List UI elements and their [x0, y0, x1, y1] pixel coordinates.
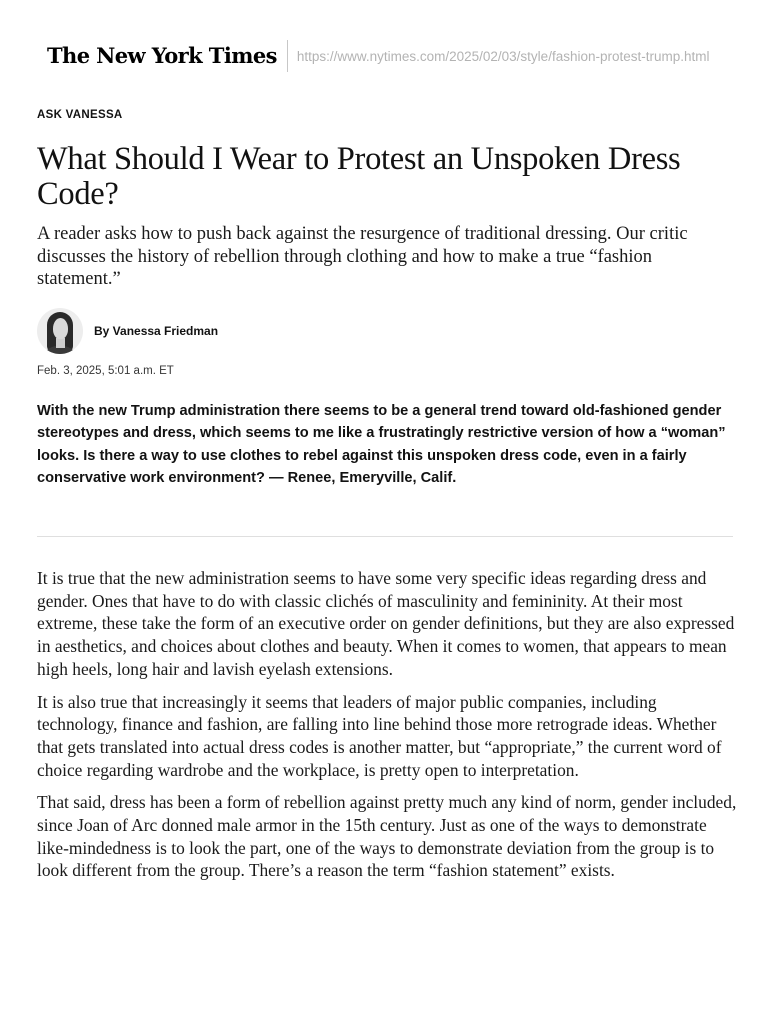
- article-headline: What Should I Wear to Protest an Unspoken Dress Code?: [37, 141, 681, 212]
- byline: [37, 308, 218, 354]
- reader-question: With the new Trump administration there seems to be a general trend toward old-fashioned gender stereotypes and dress, which seems to me like a frustratingly restrictive version of how a “woman” looks. Is there a way to use clothes to rebel against this unspoken dress code, even in a fairly conservative work environment? — Renee, Emeryville, Calif.: [37, 403, 726, 486]
- publish-date: Feb. 3, 2025, 5:01 a.m. ET: [37, 365, 174, 377]
- body-paragraph: That said, dress has been a form of rebellion against pretty much any kind of norm, gender included, since Joan of Arc donned male armor in the 15th century. Just as one of the ways to demonstrate like-mindedness is to look the part, one of the ways to demonstrate deviation from the group is to look different from the group. There’s a reason the term “fashion statement” exists.: [37, 792, 737, 881]
- body-paragraph: It is also true that increasingly it seems that leaders of major public companies, including technology, finance and fashion, are falling into line behind those more retrograde ideas. Whether that gets translated into actual dress codes is another matter, but “appropriate,” the current word of choice regarding wardrobe and the workplace, is pretty open to interpretation.: [37, 691, 722, 780]
- body-paragraph: It is true that the new administration seems to have some very specific ideas regarding dress and gender. Ones that have to do with classic clichés of masculinity and femininity. At their most extreme, these take the form of an executive order on gender definitions, but they are also expressed in aesthetics, and choices about clothes and beauty. When it comes to women, that appears to mean high heels, long hair and lavish eyelash extensions.: [37, 568, 735, 679]
- author-avatar[interactable]: [37, 308, 83, 354]
- article-body: [37, 567, 737, 892]
- section-divider: [37, 536, 733, 537]
- header-divider: [287, 40, 288, 72]
- nyt-logo[interactable]: The New York Times: [47, 43, 277, 68]
- site-header: [47, 40, 710, 72]
- page-url[interactable]: https://www.nytimes.com/2025/02/03/style/fashion-protest-trump.html: [296, 48, 710, 64]
- article-summary: A reader asks how to push back against the resurgence of traditional dressing. Our critic discusses the history of rebellion through clothing and how to make a true “fashion statement.”: [37, 224, 688, 289]
- author-name[interactable]: By Vanessa Friedman: [94, 324, 219, 338]
- section-kicker[interactable]: ASK VANESSA: [37, 109, 123, 121]
